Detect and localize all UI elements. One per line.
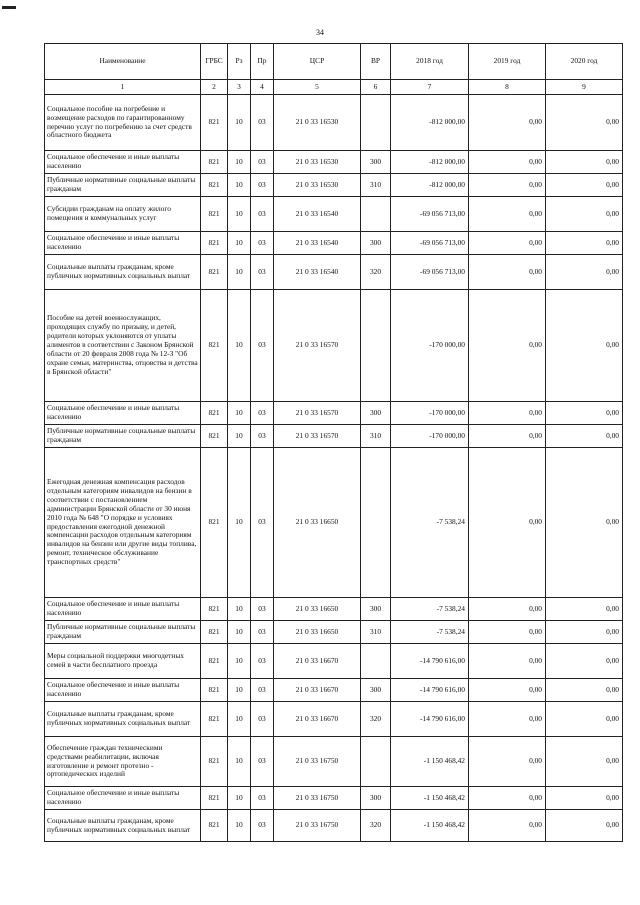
row-csr: 21 0 33 16670	[274, 702, 361, 737]
row-rz: 10	[228, 448, 251, 598]
header-name: Наименование	[45, 44, 201, 80]
row-name: Субсидии гражданам на оплату жилого помещения и коммунальных услуг	[45, 197, 201, 232]
row-csr: 21 0 33 16670	[274, 644, 361, 679]
table-row	[45, 644, 623, 679]
row-vr: 310	[361, 621, 391, 644]
row-2020: 0,00	[546, 151, 623, 174]
row-pr: 03	[251, 197, 274, 232]
row-csr: 21 0 33 16540	[274, 232, 361, 255]
row-grbs: 821	[201, 737, 228, 787]
table-row	[45, 679, 623, 702]
column-number-row	[45, 80, 623, 95]
col-number: 9	[546, 80, 623, 95]
header-pr: Пр	[251, 44, 274, 80]
row-grbs: 821	[201, 425, 228, 448]
row-pr: 03	[251, 644, 274, 679]
row-rz: 10	[228, 810, 251, 842]
row-2019: 0,00	[469, 425, 546, 448]
row-2018: -1 150 468,42	[391, 810, 469, 842]
row-name: Социальное пособие на погребение и возмещение расходов по гарантированному перечню услуг по погребению за счет средств областного бюджета	[45, 95, 201, 151]
row-2020: 0,00	[546, 425, 623, 448]
row-2019: 0,00	[469, 644, 546, 679]
row-vr: 300	[361, 232, 391, 255]
row-rz: 10	[228, 702, 251, 737]
row-csr: 21 0 33 16750	[274, 787, 361, 810]
row-grbs: 821	[201, 448, 228, 598]
row-2020: 0,00	[546, 737, 623, 787]
row-grbs: 821	[201, 679, 228, 702]
row-2019: 0,00	[469, 174, 546, 197]
row-pr: 03	[251, 425, 274, 448]
table-row	[45, 197, 623, 232]
col-number: 4	[251, 80, 274, 95]
row-vr: 300	[361, 402, 391, 425]
row-2018: -14 790 616,00	[391, 702, 469, 737]
row-2019: 0,00	[469, 95, 546, 151]
row-2019: 0,00	[469, 702, 546, 737]
row-pr: 03	[251, 737, 274, 787]
row-csr: 21 0 33 16540	[274, 255, 361, 290]
row-2018: -69 056 713,00	[391, 255, 469, 290]
table-row	[45, 290, 623, 402]
row-csr: 21 0 33 16530	[274, 95, 361, 151]
row-2020: 0,00	[546, 95, 623, 151]
row-name: Социальное обеспечение и иные выплаты населению	[45, 598, 201, 621]
row-rz: 10	[228, 425, 251, 448]
row-vr: 300	[361, 787, 391, 810]
row-rz: 10	[228, 232, 251, 255]
table-row	[45, 151, 623, 174]
row-rz: 10	[228, 621, 251, 644]
row-grbs: 821	[201, 644, 228, 679]
row-2019: 0,00	[469, 737, 546, 787]
row-name: Социальное обеспечение и иные выплаты населению	[45, 232, 201, 255]
row-2019: 0,00	[469, 787, 546, 810]
row-grbs: 821	[201, 151, 228, 174]
row-pr: 03	[251, 255, 274, 290]
row-2020: 0,00	[546, 290, 623, 402]
col-number: 5	[274, 80, 361, 95]
col-number: 1	[45, 80, 201, 95]
row-pr: 03	[251, 810, 274, 842]
table-row	[45, 425, 623, 448]
row-pr: 03	[251, 232, 274, 255]
row-pr: 03	[251, 679, 274, 702]
row-rz: 10	[228, 290, 251, 402]
header-grbs: ГРБС	[201, 44, 228, 80]
table-row	[45, 737, 623, 787]
row-vr: 310	[361, 425, 391, 448]
col-number: 3	[228, 80, 251, 95]
header-2020: 2020 год	[546, 44, 623, 80]
table-row	[45, 448, 623, 598]
row-vr	[361, 737, 391, 787]
row-vr	[361, 95, 391, 151]
row-2018: -69 056 713,00	[391, 197, 469, 232]
budget-table	[44, 43, 623, 842]
row-2019: 0,00	[469, 151, 546, 174]
row-grbs: 821	[201, 621, 228, 644]
table-row	[45, 598, 623, 621]
row-vr: 320	[361, 255, 391, 290]
row-rz: 10	[228, 402, 251, 425]
row-grbs: 821	[201, 290, 228, 402]
row-2018: -14 790 616,00	[391, 644, 469, 679]
header-row	[45, 44, 623, 80]
row-vr	[361, 290, 391, 402]
col-number: 7	[391, 80, 469, 95]
row-grbs: 821	[201, 95, 228, 151]
row-2019: 0,00	[469, 679, 546, 702]
row-2018: -170 000,00	[391, 402, 469, 425]
row-rz: 10	[228, 197, 251, 232]
row-2019: 0,00	[469, 402, 546, 425]
row-vr: 300	[361, 151, 391, 174]
row-grbs: 821	[201, 702, 228, 737]
row-2019: 0,00	[469, 197, 546, 232]
row-2019: 0,00	[469, 621, 546, 644]
row-2020: 0,00	[546, 402, 623, 425]
row-name: Социальные выплаты гражданам, кроме публичных нормативных социальных выплат	[45, 702, 201, 737]
row-2018: -7 538,24	[391, 448, 469, 598]
row-2020: 0,00	[546, 702, 623, 737]
row-pr: 03	[251, 151, 274, 174]
row-name: Социальные выплаты гражданам, кроме публичных нормативных социальных выплат	[45, 255, 201, 290]
row-csr: 21 0 33 16540	[274, 197, 361, 232]
row-grbs: 821	[201, 174, 228, 197]
header-csr: ЦСР	[274, 44, 361, 80]
row-vr: 300	[361, 679, 391, 702]
row-2018: -69 056 713,00	[391, 232, 469, 255]
table-row	[45, 174, 623, 197]
row-2019: 0,00	[469, 810, 546, 842]
row-rz: 10	[228, 95, 251, 151]
row-rz: 10	[228, 174, 251, 197]
header-2018: 2018 год	[391, 44, 469, 80]
row-name: Меры социальной поддержки многодетных семей в части бесплатного проезда	[45, 644, 201, 679]
row-2020: 0,00	[546, 232, 623, 255]
row-grbs: 821	[201, 255, 228, 290]
row-grbs: 821	[201, 810, 228, 842]
row-vr: 300	[361, 598, 391, 621]
row-2019: 0,00	[469, 232, 546, 255]
row-vr: 320	[361, 810, 391, 842]
row-vr	[361, 448, 391, 598]
scan-mark	[2, 6, 16, 9]
row-name: Социальное обеспечение и иные выплаты населению	[45, 151, 201, 174]
row-pr: 03	[251, 402, 274, 425]
page-number: 34	[316, 28, 324, 37]
row-2018: -812 000,00	[391, 151, 469, 174]
row-2019: 0,00	[469, 290, 546, 402]
row-pr: 03	[251, 621, 274, 644]
row-grbs: 821	[201, 197, 228, 232]
header-vr: ВР	[361, 44, 391, 80]
row-csr: 21 0 33 16570	[274, 290, 361, 402]
row-rz: 10	[228, 151, 251, 174]
row-csr: 21 0 33 16750	[274, 810, 361, 842]
row-csr: 21 0 33 16570	[274, 425, 361, 448]
table-row	[45, 232, 623, 255]
row-csr: 21 0 33 16750	[274, 737, 361, 787]
row-csr: 21 0 33 16650	[274, 621, 361, 644]
row-csr: 21 0 33 16570	[274, 402, 361, 425]
row-name: Социальное обеспечение и иные выплаты населению	[45, 679, 201, 702]
table-row	[45, 402, 623, 425]
table-body	[45, 95, 623, 842]
row-vr	[361, 197, 391, 232]
row-vr	[361, 644, 391, 679]
row-name: Ежегодная денежная компенсация расходов отдельным категориям инвалидов на бензин в соответствии с постановлением администрации Брянской области от 30 июня 2010 года № 648 "О порядке и условиях предоставления ежегодной денежной компенсации расходов отдельным категориям инвалидов на бензин или другие виды топлива, ремонт, техническое обслуживание транспортных средств"	[45, 448, 201, 598]
row-2020: 0,00	[546, 679, 623, 702]
row-pr: 03	[251, 290, 274, 402]
row-2018: -1 150 468,42	[391, 787, 469, 810]
row-csr: 21 0 33 16670	[274, 679, 361, 702]
row-name: Пособие на детей военнослужащих, проходящих службу по призыву, и детей, родители которых уклоняются от уплаты алиментов в соответствии с Законом Брянской области от 20 февраля 2008 года № 12-З "Об охране семьи, материнства, отцовства и детства в Брянской области"	[45, 290, 201, 402]
row-rz: 10	[228, 679, 251, 702]
row-pr: 03	[251, 702, 274, 737]
row-pr: 03	[251, 598, 274, 621]
row-rz: 10	[228, 598, 251, 621]
header-rz: Рз	[228, 44, 251, 80]
row-vr: 310	[361, 174, 391, 197]
row-grbs: 821	[201, 232, 228, 255]
row-rz: 10	[228, 737, 251, 787]
header-2019: 2019 год	[469, 44, 546, 80]
row-2019: 0,00	[469, 255, 546, 290]
row-pr: 03	[251, 174, 274, 197]
row-2020: 0,00	[546, 174, 623, 197]
row-name: Обеспечение граждан техническими средствами реабилитации, включая изготовление и ремонт протезно - ортопедических изделий	[45, 737, 201, 787]
row-name: Социальное обеспечение и иные выплаты населению	[45, 402, 201, 425]
row-name: Публичные нормативные социальные выплаты гражданам	[45, 174, 201, 197]
row-2018: -812 000,00	[391, 174, 469, 197]
table-row	[45, 810, 623, 842]
row-2018: -170 000,00	[391, 290, 469, 402]
row-vr: 320	[361, 702, 391, 737]
row-name: Социальные выплаты гражданам, кроме публичных нормативных социальных выплат	[45, 810, 201, 842]
row-rz: 10	[228, 644, 251, 679]
row-pr: 03	[251, 95, 274, 151]
table-row	[45, 95, 623, 151]
row-csr: 21 0 33 16530	[274, 151, 361, 174]
table-row	[45, 255, 623, 290]
row-rz: 10	[228, 787, 251, 810]
col-number: 8	[469, 80, 546, 95]
row-2018: -14 790 616,00	[391, 679, 469, 702]
row-2020: 0,00	[546, 644, 623, 679]
row-csr: 21 0 33 16650	[274, 448, 361, 598]
row-2020: 0,00	[546, 621, 623, 644]
col-number: 6	[361, 80, 391, 95]
row-2018: -7 538,24	[391, 598, 469, 621]
row-2019: 0,00	[469, 448, 546, 598]
row-2018: -1 150 468,42	[391, 737, 469, 787]
row-name: Публичные нормативные социальные выплаты гражданам	[45, 621, 201, 644]
row-2020: 0,00	[546, 197, 623, 232]
row-name: Социальное обеспечение и иные выплаты населению	[45, 787, 201, 810]
row-name: Публичные нормативные социальные выплаты гражданам	[45, 425, 201, 448]
row-csr: 21 0 33 16650	[274, 598, 361, 621]
row-2020: 0,00	[546, 598, 623, 621]
col-number: 2	[201, 80, 228, 95]
row-2018: -7 538,24	[391, 621, 469, 644]
row-grbs: 821	[201, 598, 228, 621]
row-2020: 0,00	[546, 255, 623, 290]
row-2019: 0,00	[469, 598, 546, 621]
row-grbs: 821	[201, 402, 228, 425]
row-2018: -812 000,00	[391, 95, 469, 151]
table-row	[45, 621, 623, 644]
row-pr: 03	[251, 448, 274, 598]
row-2020: 0,00	[546, 787, 623, 810]
row-csr: 21 0 33 16530	[274, 174, 361, 197]
table-row	[45, 787, 623, 810]
row-2020: 0,00	[546, 448, 623, 598]
row-pr: 03	[251, 787, 274, 810]
row-rz: 10	[228, 255, 251, 290]
table-row	[45, 702, 623, 737]
row-grbs: 821	[201, 787, 228, 810]
row-2020: 0,00	[546, 810, 623, 842]
row-2018: -170 000,00	[391, 425, 469, 448]
